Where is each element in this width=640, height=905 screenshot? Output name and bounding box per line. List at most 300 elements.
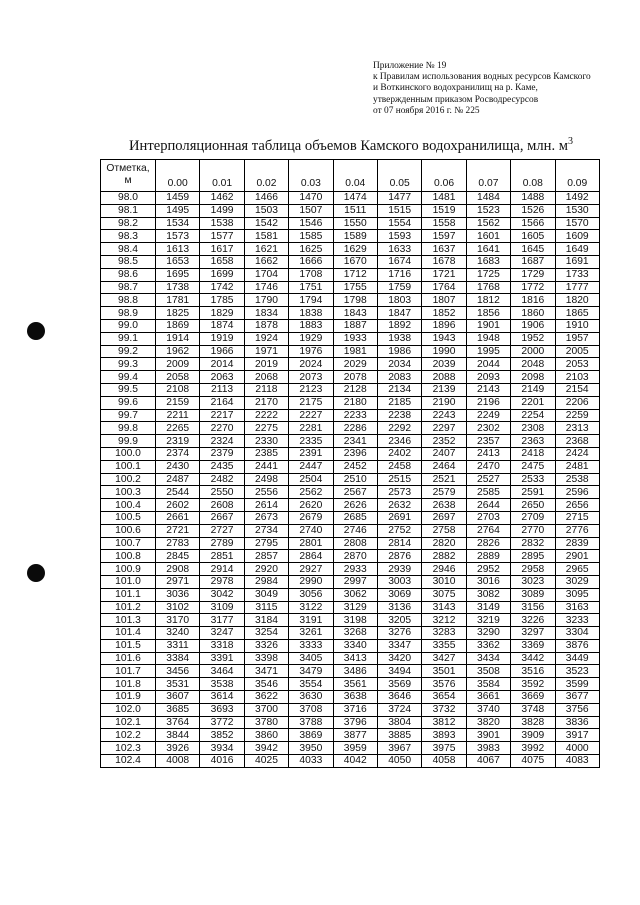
table-row	[101, 614, 600, 627]
table-cell: 2108	[156, 383, 200, 396]
table-cell: 1725	[466, 268, 510, 281]
table-cell: 2596	[555, 486, 599, 499]
table-cell: 3622	[244, 691, 288, 704]
table-cell: 3290	[466, 627, 510, 640]
table-cell: 2335	[289, 435, 333, 448]
header-corner-line: м	[124, 175, 132, 186]
table-row	[101, 703, 600, 716]
table-cell: 3240	[156, 627, 200, 640]
table-cell: 2175	[289, 396, 333, 409]
table-cell: 2103	[555, 371, 599, 384]
row-mark: 100.3	[101, 486, 156, 499]
table-cell: 2857	[244, 550, 288, 563]
table-cell: 3812	[422, 716, 466, 729]
table-cell: 3901	[466, 729, 510, 742]
table-cell: 3654	[422, 691, 466, 704]
table-cell: 2464	[422, 460, 466, 473]
table-cell: 2709	[511, 511, 555, 524]
table-cell: 1466	[244, 192, 288, 205]
table-cell: 2487	[156, 473, 200, 486]
table-cell: 3983	[466, 742, 510, 755]
table-cell: 1966	[200, 345, 244, 358]
table-cell: 1929	[289, 332, 333, 345]
table-row	[101, 588, 600, 601]
appendix-line: Приложение № 19	[373, 61, 447, 71]
table-cell: 2407	[422, 447, 466, 460]
table-row	[101, 294, 600, 307]
table-cell: 2254	[511, 409, 555, 422]
table-cell: 2302	[466, 422, 510, 435]
table-cell: 2832	[511, 537, 555, 550]
table-cell: 3163	[555, 601, 599, 614]
column-header: 0.09	[555, 160, 599, 192]
table-cell: 3129	[333, 601, 377, 614]
table-cell: 3405	[289, 652, 333, 665]
table-cell: 2638	[422, 499, 466, 512]
table-cell: 3486	[333, 665, 377, 678]
row-mark: 102.2	[101, 729, 156, 742]
table-cell: 1772	[511, 281, 555, 294]
table-cell: 2914	[200, 563, 244, 576]
table-cell: 3464	[200, 665, 244, 678]
table-cell: 4016	[200, 755, 244, 768]
table-cell: 2990	[289, 575, 333, 588]
appendix-note	[373, 61, 635, 117]
table-cell: 1593	[377, 230, 421, 243]
row-mark: 101.3	[101, 614, 156, 627]
table-cell: 3442	[511, 652, 555, 665]
table-cell: 3599	[555, 678, 599, 691]
table-cell: 1492	[555, 192, 599, 205]
table-cell: 1542	[244, 217, 288, 230]
table-cell: 3029	[555, 575, 599, 588]
table-cell: 2363	[511, 435, 555, 448]
table-cell: 2591	[511, 486, 555, 499]
binder-hole	[27, 564, 45, 582]
table-row	[101, 729, 600, 742]
column-header: 0.01	[200, 160, 244, 192]
table-cell: 2795	[244, 537, 288, 550]
table-header	[101, 160, 600, 192]
table-cell: 2538	[555, 473, 599, 486]
table-cell: 1503	[244, 204, 288, 217]
table-row	[101, 204, 600, 217]
table-cell: 1957	[555, 332, 599, 345]
table-cell: 1971	[244, 345, 288, 358]
table-cell: 1807	[422, 294, 466, 307]
row-mark: 102.4	[101, 755, 156, 768]
table-row	[101, 192, 600, 205]
table-cell: 3756	[555, 703, 599, 716]
row-mark: 100.9	[101, 563, 156, 576]
table-cell: 3326	[244, 639, 288, 652]
table-cell: 1488	[511, 192, 555, 205]
table-cell: 2118	[244, 383, 288, 396]
table-cell: 2864	[289, 550, 333, 563]
table-cell: 3036	[156, 588, 200, 601]
table-cell: 1481	[422, 192, 466, 205]
table-cell: 1746	[244, 281, 288, 294]
table-row	[101, 371, 600, 384]
table-cell: 1691	[555, 255, 599, 268]
table-cell: 3398	[244, 652, 288, 665]
row-mark: 98.1	[101, 204, 156, 217]
table-cell: 2602	[156, 499, 200, 512]
table-cell: 3893	[422, 729, 466, 742]
table-cell: 1554	[377, 217, 421, 230]
table-cell: 2776	[555, 524, 599, 537]
table-cell: 1738	[156, 281, 200, 294]
table-cell: 1523	[466, 204, 510, 217]
table-cell: 1878	[244, 319, 288, 332]
header-corner	[101, 160, 156, 192]
table-cell: 1755	[333, 281, 377, 294]
row-mark: 101.9	[101, 691, 156, 704]
table-cell: 1733	[555, 268, 599, 281]
table-cell: 1470	[289, 192, 333, 205]
table-cell: 1924	[244, 332, 288, 345]
table-cell: 2789	[200, 537, 244, 550]
table-cell: 2556	[244, 486, 288, 499]
table-row	[101, 460, 600, 473]
table-cell: 1530	[555, 204, 599, 217]
table-cell: 3584	[466, 678, 510, 691]
table-cell: 1798	[333, 294, 377, 307]
table-cell: 2734	[244, 524, 288, 537]
table-cell: 3102	[156, 601, 200, 614]
row-mark: 100.1	[101, 460, 156, 473]
row-mark: 99.8	[101, 422, 156, 435]
table-cell: 2656	[555, 499, 599, 512]
table-row	[101, 230, 600, 243]
table-cell: 2482	[200, 473, 244, 486]
table-cell: 2044	[466, 358, 510, 371]
table-cell: 3369	[511, 639, 555, 652]
table-cell: 2876	[377, 550, 421, 563]
table-cell: 3434	[466, 652, 510, 665]
table-cell: 3531	[156, 678, 200, 691]
table-cell: 3016	[466, 575, 510, 588]
table-cell: 4075	[511, 755, 555, 768]
table-cell: 2452	[333, 460, 377, 473]
table-cell: 3247	[200, 627, 244, 640]
table-cell: 2005	[555, 345, 599, 358]
table-cell: 1742	[200, 281, 244, 294]
table-cell: 1843	[333, 307, 377, 320]
table-row	[101, 627, 600, 640]
table-row	[101, 319, 600, 332]
row-mark: 101.8	[101, 678, 156, 691]
table-cell: 1597	[422, 230, 466, 243]
table-cell: 2667	[200, 511, 244, 524]
table-cell: 1856	[466, 307, 510, 320]
table-cell: 3109	[200, 601, 244, 614]
table-cell: 2927	[289, 563, 333, 576]
table-cell: 2233	[333, 409, 377, 422]
table-cell: 1519	[422, 204, 466, 217]
column-header: 0.04	[333, 160, 377, 192]
table-cell: 1751	[289, 281, 333, 294]
table-cell: 2034	[377, 358, 421, 371]
table-cell: 2058	[156, 371, 200, 384]
table-cell: 1914	[156, 332, 200, 345]
table-row	[101, 499, 600, 512]
table-cell: 2691	[377, 511, 421, 524]
table-cell: 1662	[244, 255, 288, 268]
table-cell: 1670	[333, 255, 377, 268]
table-row	[101, 575, 600, 588]
table-cell: 3501	[422, 665, 466, 678]
table-cell: 2933	[333, 563, 377, 576]
header-corner-line: Отметка,	[106, 163, 150, 174]
table-cell: 1716	[377, 268, 421, 281]
table-cell: 3669	[511, 691, 555, 704]
table-row	[101, 435, 600, 448]
table-row	[101, 537, 600, 550]
table-cell: 1896	[422, 319, 466, 332]
table-cell: 2139	[422, 383, 466, 396]
table-cell: 3554	[289, 678, 333, 691]
table-cell: 1666	[289, 255, 333, 268]
table-row	[101, 678, 600, 691]
table-cell: 2391	[289, 447, 333, 460]
table-cell: 1538	[200, 217, 244, 230]
table-cell: 2402	[377, 447, 421, 460]
table-cell: 1721	[422, 268, 466, 281]
table-cell: 2000	[511, 345, 555, 358]
table-cell: 1570	[555, 217, 599, 230]
table-cell: 1649	[555, 243, 599, 256]
table-cell: 2308	[511, 422, 555, 435]
table-cell: 3917	[555, 729, 599, 742]
table-row	[101, 652, 600, 665]
table-cell: 2128	[333, 383, 377, 396]
table-cell: 3449	[555, 652, 599, 665]
table-cell: 1892	[377, 319, 421, 332]
table-row	[101, 716, 600, 729]
row-mark: 99.0	[101, 319, 156, 332]
table-cell: 3772	[200, 716, 244, 729]
table-cell: 3494	[377, 665, 421, 678]
table-cell: 2839	[555, 537, 599, 550]
table-cell: 3136	[377, 601, 421, 614]
table-cell: 3661	[466, 691, 510, 704]
table-cell: 3836	[555, 716, 599, 729]
table-cell: 2626	[333, 499, 377, 512]
table-cell: 2441	[244, 460, 288, 473]
table-cell: 2170	[244, 396, 288, 409]
table-cell: 1613	[156, 243, 200, 256]
table-cell: 3391	[200, 652, 244, 665]
table-cell: 1785	[200, 294, 244, 307]
row-mark: 101.4	[101, 627, 156, 640]
table-cell: 3844	[156, 729, 200, 742]
table-cell: 2882	[422, 550, 466, 563]
volume-table	[100, 159, 600, 768]
column-header: 0.00	[156, 160, 200, 192]
row-mark: 99.1	[101, 332, 156, 345]
table-cell: 2201	[511, 396, 555, 409]
table-cell: 3934	[200, 742, 244, 755]
table-cell: 2801	[289, 537, 333, 550]
table-cell: 3340	[333, 639, 377, 652]
row-mark: 98.4	[101, 243, 156, 256]
table-cell: 4067	[466, 755, 510, 768]
table-cell: 1462	[200, 192, 244, 205]
appendix-line: и Воткинского водохранилищ на р. Каме,	[373, 83, 538, 94]
table-cell: 2379	[200, 447, 244, 460]
table-cell: 2143	[466, 383, 510, 396]
table-cell: 3268	[333, 627, 377, 640]
table-cell: 2620	[289, 499, 333, 512]
table-cell: 3638	[333, 691, 377, 704]
row-mark: 102.1	[101, 716, 156, 729]
table-cell: 2770	[511, 524, 555, 537]
table-cell: 1729	[511, 268, 555, 281]
table-cell: 1860	[511, 307, 555, 320]
table-cell: 3056	[289, 588, 333, 601]
table-cell: 3049	[244, 588, 288, 601]
table-row	[101, 511, 600, 524]
table-cell: 1546	[289, 217, 333, 230]
table-cell: 3115	[244, 601, 288, 614]
row-mark: 98.8	[101, 294, 156, 307]
table-cell: 1562	[466, 217, 510, 230]
table-cell: 2740	[289, 524, 333, 537]
table-cell: 3885	[377, 729, 421, 742]
table-cell: 3877	[333, 729, 377, 742]
table-cell: 2196	[466, 396, 510, 409]
table-cell: 1633	[377, 243, 421, 256]
table-row	[101, 332, 600, 345]
table-cell: 3082	[466, 588, 510, 601]
table-cell: 1803	[377, 294, 421, 307]
table-cell: 1573	[156, 230, 200, 243]
appendix-line: от 07 ноября 2016 г. № 225	[373, 105, 480, 116]
table-cell: 2227	[289, 409, 333, 422]
row-mark: 99.7	[101, 409, 156, 422]
table-cell: 2435	[200, 460, 244, 473]
table-cell: 1474	[333, 192, 377, 205]
table-cell: 2458	[377, 460, 421, 473]
row-mark: 99.5	[101, 383, 156, 396]
table-cell: 3523	[555, 665, 599, 678]
table-cell: 1687	[511, 255, 555, 268]
table-cell: 1820	[555, 294, 599, 307]
table-cell: 3646	[377, 691, 421, 704]
table-cell: 2180	[333, 396, 377, 409]
table-cell: 3685	[156, 703, 200, 716]
table-row	[101, 550, 600, 563]
table-cell: 1495	[156, 204, 200, 217]
table-cell: 2352	[422, 435, 466, 448]
table-cell: 1609	[555, 230, 599, 243]
table-cell: 3283	[422, 627, 466, 640]
table-cell: 3333	[289, 639, 333, 652]
table-cell: 1869	[156, 319, 200, 332]
row-mark: 100.2	[101, 473, 156, 486]
table-cell: 3384	[156, 652, 200, 665]
table-row	[101, 742, 600, 755]
table-cell: 2217	[200, 409, 244, 422]
column-header: 0.05	[377, 160, 421, 192]
table-cell: 1768	[466, 281, 510, 294]
table-cell: 2550	[200, 486, 244, 499]
table-cell: 1658	[200, 255, 244, 268]
table-cell: 3708	[289, 703, 333, 716]
table-row	[101, 422, 600, 435]
table-cell: 2958	[511, 563, 555, 576]
table-cell: 3764	[156, 716, 200, 729]
table-cell: 2965	[555, 563, 599, 576]
table-cell: 2901	[555, 550, 599, 563]
table-cell: 2851	[200, 550, 244, 563]
table-cell: 2608	[200, 499, 244, 512]
table-row	[101, 755, 600, 768]
table-cell: 2650	[511, 499, 555, 512]
table-cell: 2159	[156, 396, 200, 409]
table-cell: 1585	[289, 230, 333, 243]
table-cell: 2481	[555, 460, 599, 473]
row-mark: 102.0	[101, 703, 156, 716]
table-cell: 1865	[555, 307, 599, 320]
table-cell: 1499	[200, 204, 244, 217]
row-mark: 98.7	[101, 281, 156, 294]
table-cell: 3427	[422, 652, 466, 665]
title-superscript: 3	[568, 136, 573, 147]
table-cell: 2297	[422, 422, 466, 435]
table-cell: 2093	[466, 371, 510, 384]
table-cell: 1477	[377, 192, 421, 205]
table-cell: 2286	[333, 422, 377, 435]
table-cell: 3796	[333, 716, 377, 729]
table-cell: 3959	[333, 742, 377, 755]
table-cell: 1484	[466, 192, 510, 205]
table-cell: 2845	[156, 550, 200, 563]
table-cell: 3804	[377, 716, 421, 729]
row-mark: 100.6	[101, 524, 156, 537]
row-mark: 100.8	[101, 550, 156, 563]
table-cell: 2908	[156, 563, 200, 576]
table-row	[101, 691, 600, 704]
table-cell: 2039	[422, 358, 466, 371]
table-cell: 2063	[200, 371, 244, 384]
table-cell: 2470	[466, 460, 510, 473]
table-cell: 1901	[466, 319, 510, 332]
table-cell: 2249	[466, 409, 510, 422]
table-cell: 1910	[555, 319, 599, 332]
table-cell: 2721	[156, 524, 200, 537]
table-cell: 1526	[511, 204, 555, 217]
table-cell: 1678	[422, 255, 466, 268]
table-cell: 2014	[200, 358, 244, 371]
table-cell: 3508	[466, 665, 510, 678]
table-cell: 1577	[200, 230, 244, 243]
table-cell: 2573	[377, 486, 421, 499]
table-cell: 3347	[377, 639, 421, 652]
table-cell: 1515	[377, 204, 421, 217]
table-cell: 3820	[466, 716, 510, 729]
table-cell: 4050	[377, 755, 421, 768]
table-cell: 3297	[511, 627, 555, 640]
table-cell: 1986	[377, 345, 421, 358]
table-cell: 1825	[156, 307, 200, 320]
table-cell: 1704	[244, 268, 288, 281]
table-cell: 3362	[466, 639, 510, 652]
table-cell: 1558	[422, 217, 466, 230]
table-cell: 2222	[244, 409, 288, 422]
table-cell: 3212	[422, 614, 466, 627]
